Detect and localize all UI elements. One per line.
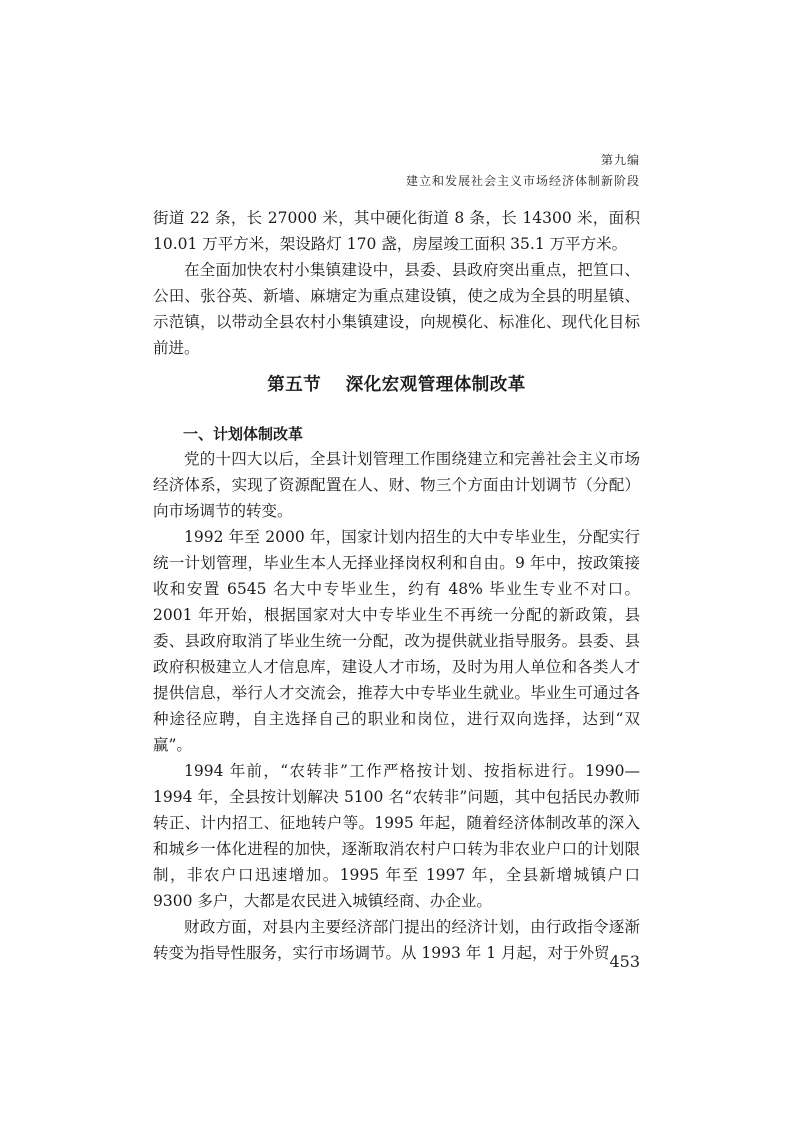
subsection-heading: 一、计划体制改革 xyxy=(183,425,304,443)
section-heading xyxy=(153,373,640,397)
body-text-block xyxy=(153,446,640,966)
paragraph: 1994 年前，“农转非”工作严格按计划、按指标进行。1990—1994 年，全县按计划解决 5100 名“农转非”问题，其中包括民办教师转正、计内招工、征地转户等。1995 年起，随着经济体制改革的深入和城乡一体化进程的加快，逐渐取消农村户口转为非农业户口的计划限制，非农户口迅速增加。1995 年至 1997 年，全县新增城镇户口 9300 多户，大都是农民进入城镇经商、办企业。 xyxy=(153,762,640,910)
running-head-part: 第九编 xyxy=(600,153,640,167)
section-title: 深化宏观管理体制改革 xyxy=(345,375,526,395)
page-number: 453 xyxy=(609,952,640,971)
top-text-block xyxy=(153,205,640,361)
running-head xyxy=(406,150,640,192)
paragraph: 1992 年至 2000 年，国家计划内招生的大中专毕业生，分配实行统一计划管理，毕业生本人无择业择岗权利和自由。9 年中，按政策接收和安置 6545 名大中专毕业生，约有 48% 毕业生专业不对口。2001 年开始，根据国家对大中专毕业生不再统一分配的新政策，县委、县政府取消了毕业生统一分配，改为提供就业指导服务。县委、县政府积极建立人才信息库，建设人才市场，及时为用人单位和各类人才提供信息，举行人才交流会，推荐大中专毕业生就业。毕业生可通过各种途径应聘，自主选择自己的职业和岗位，进行双向选择，达到“双赢”。 xyxy=(153,528,640,754)
paragraph: 财政方面，对县内主要经济部门提出的经济计划，由行政指令逐渐转变为指导性服务，实行市场调节。从 1993 年 1 月起，对于外贸 xyxy=(153,918,640,962)
running-head-title: 建立和发展社会主义市场经济体制新阶段 xyxy=(405,174,640,188)
section-number: 第五节 xyxy=(267,375,322,395)
paragraph-continued: 街道 22 条，长 27000 米，其中硬化街道 8 条，长 14300 米，面积 10.01 万平方米，架设路灯 170 盏，房屋竣工面积 35.1 万平方米。 xyxy=(153,209,640,253)
paragraph: 党的十四大以后，全县计划管理工作围绕建立和完善社会主义市场经济体系，实现了资源配置在人、财、物三个方面由计划调节（分配）向市场调节的转变。 xyxy=(153,450,640,520)
paragraph: 在全面加快农村小集镇建设中，县委、县政府突出重点，把笪口、公田、张谷英、新墙、麻塘定为重点建设镇，使之成为全县的明星镇、示范镇，以带动全县农村小集镇建设，向规模化、标准化、现代化目标前进。 xyxy=(153,261,640,357)
